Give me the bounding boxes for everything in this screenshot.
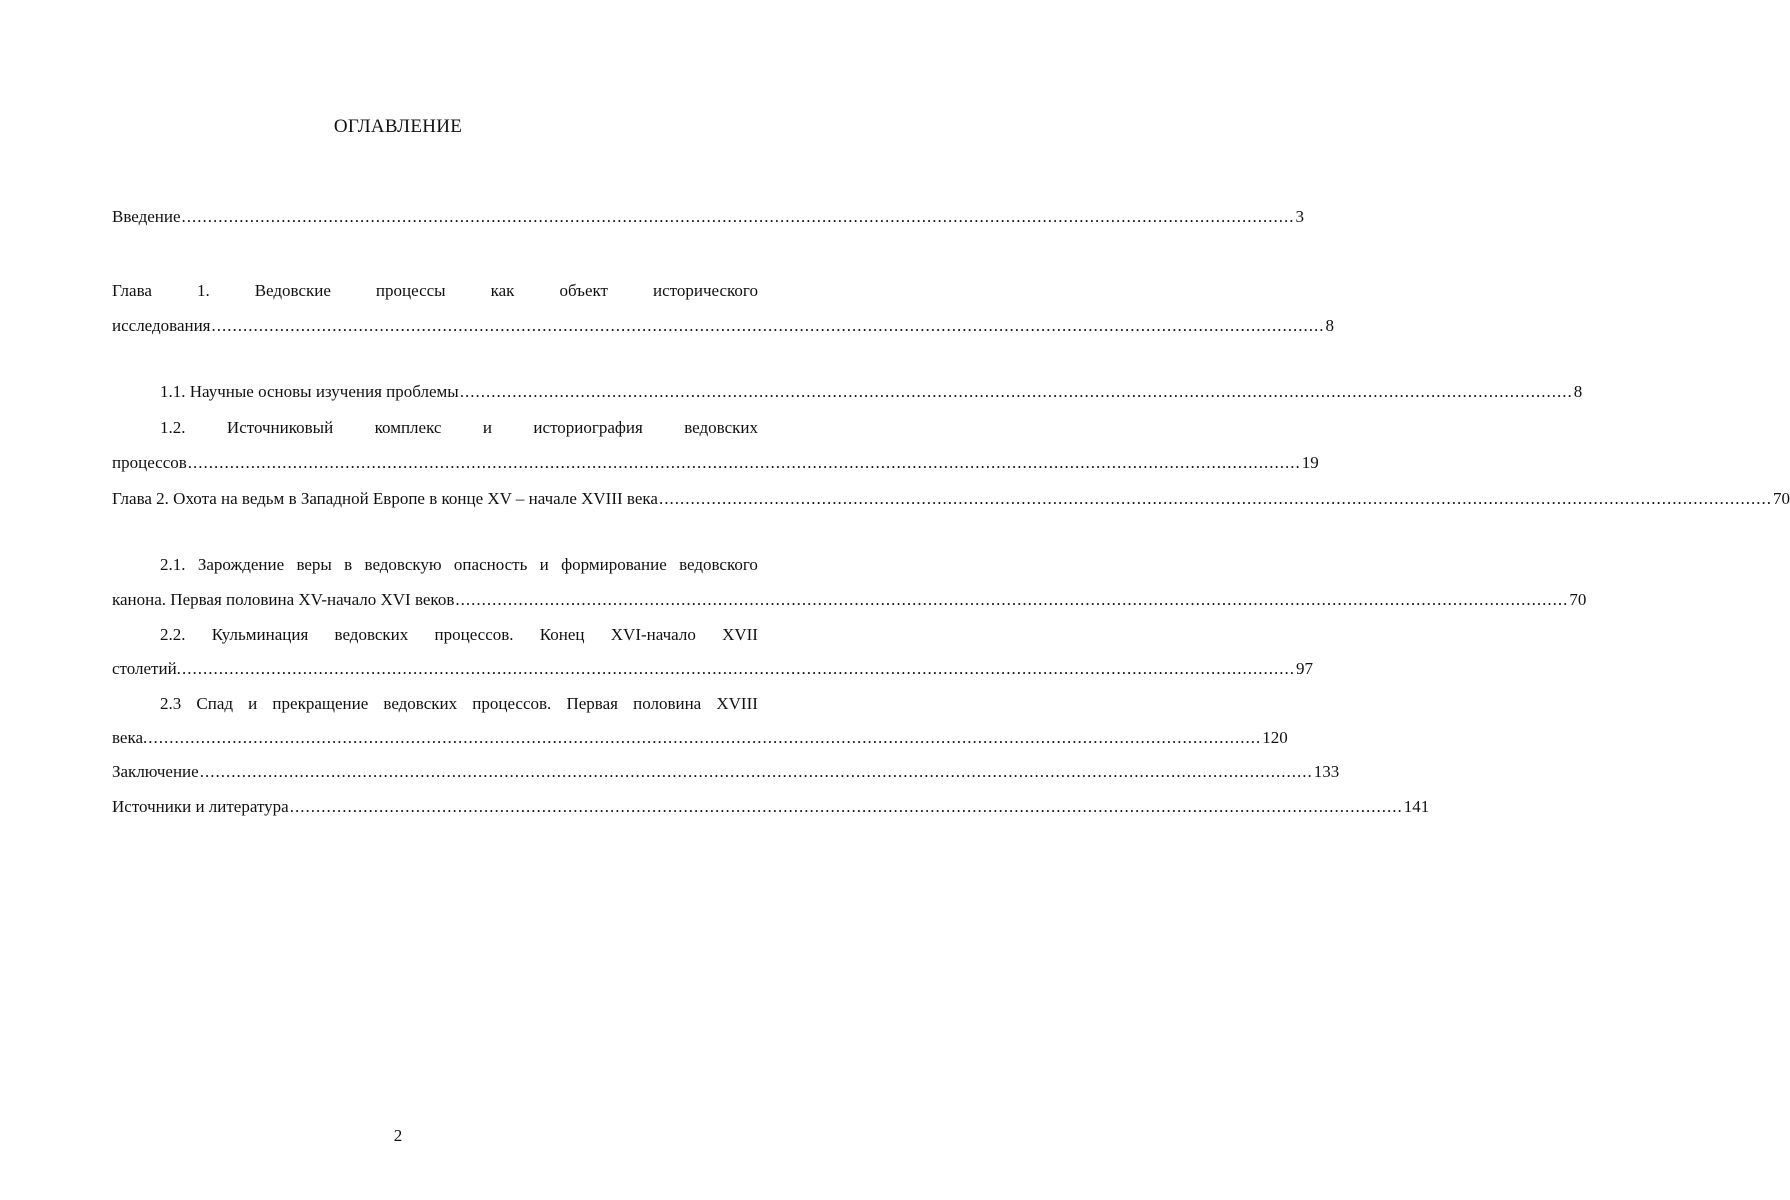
toc-entry-conclusion[interactable]: [112, 759, 1340, 785]
toc-entry-section-1-2[interactable]: [112, 415, 758, 441]
toc-word: ведовских: [383, 694, 458, 713]
toc-label: процессов: [112, 453, 187, 472]
toc-leader-dots: ....................................................................................................................................................................................................................: [459, 382, 1573, 401]
toc-word: ведовских: [334, 625, 409, 644]
toc-page-number: 141: [1403, 797, 1430, 816]
toc-word: и: [248, 694, 258, 713]
toc-leader-dots: ....................................................................................................................................................................................................................: [455, 590, 1569, 609]
toc-label: Источники и литература: [112, 797, 289, 816]
toc-word: ведовскую: [364, 555, 442, 574]
toc-leader-dots: ....................................................................................................................................................................................................................: [211, 316, 1325, 335]
toc-word: в: [344, 555, 353, 574]
toc-word: 2.3: [160, 694, 182, 713]
toc-word: Ведовские: [254, 281, 331, 300]
toc-entry-section-1-1[interactable]: [112, 379, 1583, 405]
toc-entry-chapter-1[interactable]: [112, 278, 758, 304]
toc-word: Спад: [196, 694, 234, 713]
toc-entry-section-2-1-cont[interactable]: [112, 587, 1587, 613]
toc-entry-section-1-2-cont[interactable]: [112, 450, 1319, 476]
toc-word: XVI-начало: [610, 625, 696, 644]
toc-word: процессы: [375, 281, 446, 300]
toc-word: ведовского: [679, 555, 758, 574]
toc-entry-chapter-2[interactable]: [112, 486, 1790, 512]
toc-word: и: [482, 418, 492, 437]
toc-label: столетий.: [112, 659, 181, 678]
toc-page-number: 120: [1262, 728, 1288, 747]
toc-leader-dots: ....................................................................................................................................................................................................................: [148, 728, 1262, 747]
toc-leader-dots: ....................................................................................................................................................................................................................: [289, 797, 1403, 816]
page-number: 2: [393, 1126, 403, 1145]
toc-entry-section-2-3-cont[interactable]: [112, 725, 1288, 751]
toc-word: историография: [533, 418, 643, 437]
toc-entry-sources[interactable]: [112, 794, 1430, 820]
toc-word: 2.2.: [160, 625, 186, 644]
toc-entry-section-2-1[interactable]: [112, 552, 758, 578]
toc-page-number: 70: [1569, 590, 1587, 609]
toc-label: Глава 2. Охота на ведьм в Западной Европе в конце XV – начале XVIII века: [112, 489, 658, 508]
toc-leader-dots: ....................................................................................................................................................................................................................: [181, 207, 1295, 226]
toc-word: как: [490, 281, 515, 300]
toc-word: ведовских: [684, 418, 758, 437]
toc-page-number: 70: [1772, 489, 1790, 508]
toc-label: 1.1. Научные основы изучения проблемы: [160, 382, 459, 401]
toc-word: опасность: [453, 555, 528, 574]
toc-leader-dots: ....................................................................................................................................................................................................................: [187, 453, 1301, 472]
toc-entry-section-2-2[interactable]: [112, 622, 758, 648]
toc-word: Зарождение: [197, 555, 285, 574]
toc-page-number: 97: [1295, 659, 1313, 678]
toc-word: XVIII: [716, 694, 758, 713]
toc-word: XVII: [722, 625, 758, 644]
toc-page-number: 3: [1295, 207, 1305, 226]
toc-label: Заключение: [112, 762, 199, 781]
toc-leader-dots: ....................................................................................................................................................................................................................: [181, 659, 1295, 678]
toc-entry-section-2-2-cont[interactable]: [112, 656, 1313, 682]
toc-word: исторического: [653, 281, 758, 300]
toc-entry-section-2-3[interactable]: [112, 691, 758, 717]
toc-word: Кульминация: [211, 625, 309, 644]
toc-word: Конец: [539, 625, 585, 644]
toc-word: прекращение: [272, 694, 369, 713]
toc-word: и: [539, 555, 549, 574]
toc-label: канона. Первая половина XV-начало XVI веков: [112, 590, 455, 609]
toc-label: Введение: [112, 207, 181, 226]
toc-word: 1.2.: [160, 418, 186, 437]
toc-word: объект: [559, 281, 608, 300]
toc-word: Источниковый: [226, 418, 334, 437]
toc-label: века.: [112, 728, 148, 747]
toc-word: Первая: [566, 694, 618, 713]
toc-word: 1.: [196, 281, 210, 300]
toc-word: формирование: [561, 555, 667, 574]
toc-word: 2.1.: [160, 555, 186, 574]
toc-word: процессов.: [472, 694, 552, 713]
toc-word: веры: [296, 555, 332, 574]
toc-page-number: 8: [1573, 382, 1583, 401]
toc-word: процессов.: [434, 625, 514, 644]
toc-leader-dots: ....................................................................................................................................................................................................................: [658, 489, 1772, 508]
page-title: ОГЛАВЛЕНИЕ: [333, 116, 463, 137]
toc-page-number: 8: [1325, 316, 1335, 335]
toc-word: половина: [633, 694, 702, 713]
toc-page-number: 133: [1313, 762, 1340, 781]
toc-label: исследования: [112, 316, 211, 335]
toc-word: комплекс: [374, 418, 442, 437]
toc-leader-dots: ....................................................................................................................................................................................................................: [199, 762, 1313, 781]
toc-word: Глава: [112, 281, 152, 300]
toc-page-number: 19: [1301, 453, 1319, 472]
toc-entry-intro[interactable]: [112, 204, 1305, 230]
toc-entry-chapter-1-cont[interactable]: [112, 313, 1335, 339]
